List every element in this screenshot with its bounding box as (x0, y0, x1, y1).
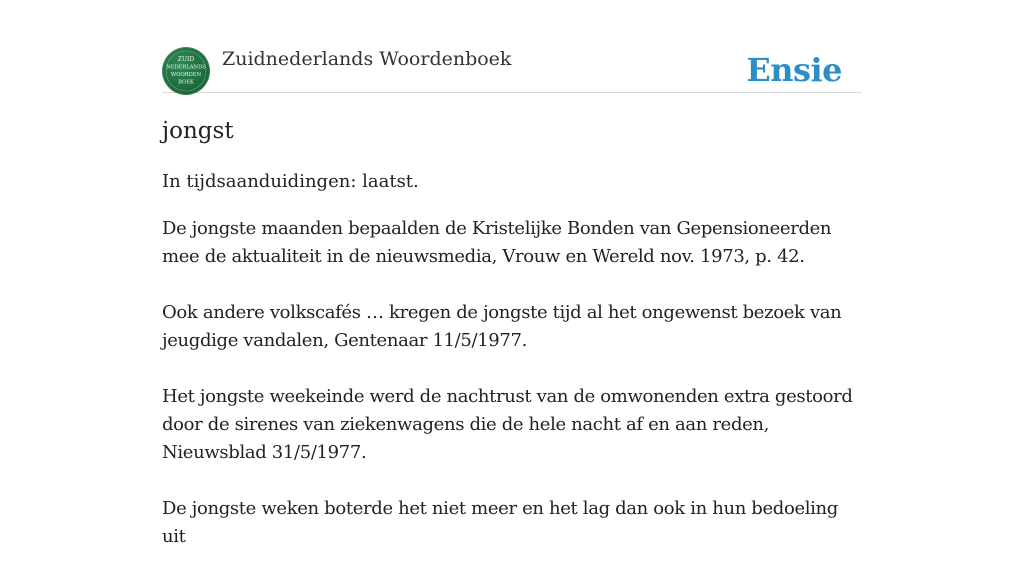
logo-line-1: ZUID (177, 56, 195, 63)
example-quote-2: Ook andere volkscafés … kregen de jongste tijd al het ongewenst bezoek van jeugdige vandalen, Gentenaar 11/5/1977. (162, 302, 842, 351)
book-emblem-icon (162, 47, 210, 95)
logo-line-2: NEDERLANDS (166, 64, 206, 71)
logo-line-3: WOORDEN (170, 72, 202, 78)
dictionary-logo[interactable] (162, 47, 210, 95)
examples (162, 215, 862, 579)
source-name-link[interactable]: Zuidnederlands Woordenboek (222, 48, 512, 70)
header (162, 44, 862, 93)
example-quote-4: De jongste weken boterde het niet meer en het lag dan ook in hun bedoeling uit (162, 498, 838, 547)
example-quote-1: De jongste maanden bepaalden de Kristelijke Bonden van Gepensioneerden mee de aktualiteit in de nieuwsmedia, Vrouw en Wereld nov. 1973, p. 42. (162, 218, 832, 267)
example-quote-3: Het jongste weekeinde werd de nachtrust van de omwonenden extra gestoord door de sirenes van ziekenwagens die de hele nacht af en aan reden, Nieuwsblad 31/5/1977. (162, 386, 853, 463)
page (162, 0, 862, 547)
headword: jongst (162, 118, 234, 144)
ensie-logo[interactable]: Ensie (746, 51, 842, 89)
definition: In tijdsaanduidingen: laatst. (162, 171, 419, 192)
logo-line-4: BOEK (178, 79, 194, 86)
